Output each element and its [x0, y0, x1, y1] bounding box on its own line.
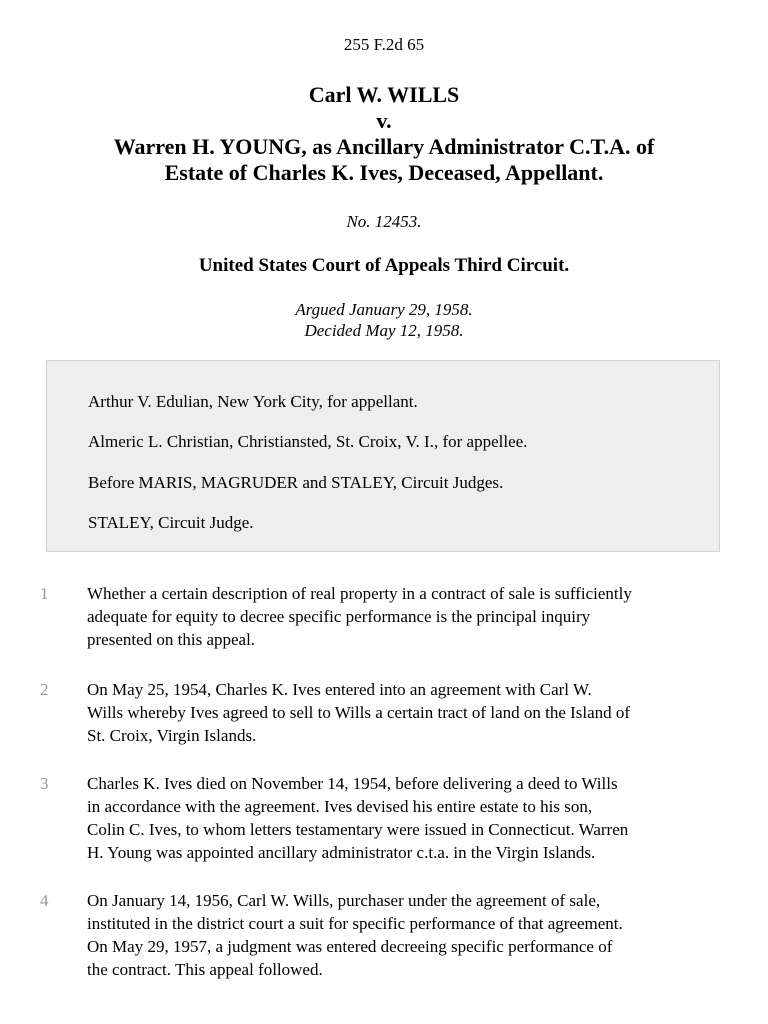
text-line: On May 29, 1957, a judgment was entered decreeing specific performance of: [87, 937, 613, 956]
paragraph-text: [87, 889, 737, 981]
paragraph-number: 1: [40, 584, 49, 603]
paragraph-text: [87, 582, 737, 651]
case-dates: [0, 299, 768, 341]
decided-date: Decided May 12, 1958.: [304, 321, 464, 340]
text-line: H. Young was appointed ancillary administrator c.t.a. in the Virgin Islands.: [87, 843, 596, 862]
counsel-appellee: Almeric L. Christian, Christiansted, St. Croix, V. I., for appellee.: [88, 432, 528, 451]
case-title: [40, 82, 728, 186]
text-line: Wills whereby Ives agreed to sell to Wills a certain tract of land on the Island of: [87, 703, 631, 722]
paragraph-text: [87, 678, 737, 747]
title-plaintiff: Carl W. WILLS: [308, 82, 460, 107]
title-defendant-line2: Estate of Charles K. Ives, Deceased, Appellant.: [164, 160, 604, 185]
title-defendant-line1: Warren H. YOUNG, as Ancillary Administrator C.T.A. of: [113, 134, 655, 159]
case-citation: 255 F.2d 65: [343, 35, 425, 54]
paragraph-number: 2: [40, 680, 49, 699]
court-name: United States Court of Appeals Third Circuit.: [198, 255, 570, 276]
paragraph-number: 4: [40, 891, 49, 910]
text-line: Colin C. Ives, to whom letters testamentary were issued in Connecticut. Warren: [87, 820, 629, 839]
text-line: instituted in the district court a suit for specific performance of that agreement.: [87, 914, 623, 933]
text-line: On January 14, 1956, Carl W. Wills, purchaser under the agreement of sale,: [87, 891, 601, 910]
docket-number: No. 12453.: [346, 212, 422, 231]
text-line: in accordance with the agreement. Ives devised his entire estate to his son,: [87, 797, 593, 816]
text-line: Whether a certain description of real property in a contract of sale is sufficiently: [87, 584, 632, 603]
opinion-author: STALEY, Circuit Judge.: [88, 513, 254, 532]
paragraph-text: [87, 772, 737, 864]
counsel-box: [46, 360, 720, 552]
panel-judges: Before MARIS, MAGRUDER and STALEY, Circuit Judges.: [88, 473, 504, 492]
counsel-appellant: Arthur V. Edulian, New York City, for appellant.: [88, 392, 418, 411]
text-line: Charles K. Ives died on November 14, 1954, before delivering a deed to Wills: [87, 774, 618, 793]
paragraph-number: 3: [40, 774, 49, 793]
argued-date: Argued January 29, 1958.: [295, 300, 473, 319]
text-line: On May 25, 1954, Charles K. Ives entered into an agreement with Carl W.: [87, 680, 592, 699]
title-versus: v.: [376, 108, 392, 133]
text-line: the contract. This appeal followed.: [87, 960, 323, 979]
text-line: St. Croix, Virgin Islands.: [87, 726, 257, 745]
text-line: adequate for equity to decree specific performance is the principal inquiry: [87, 607, 591, 626]
text-line: presented on this appeal.: [87, 630, 256, 649]
